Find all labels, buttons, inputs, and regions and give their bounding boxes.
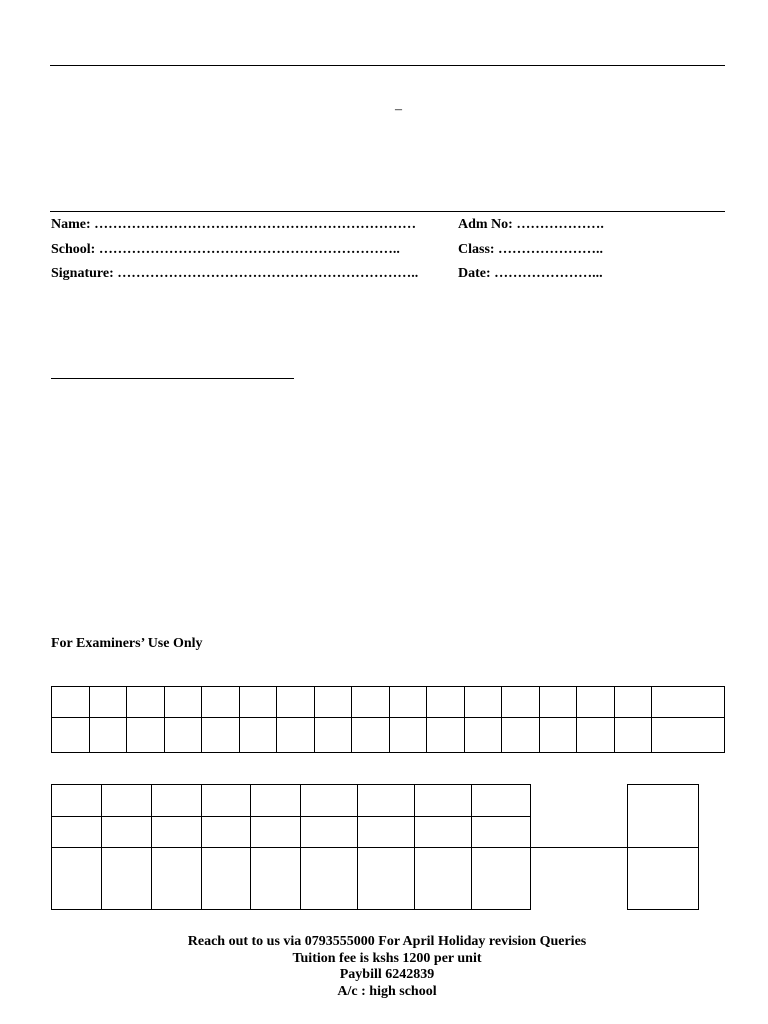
grand-total-cell[interactable] — [628, 848, 699, 910]
score-cell[interactable] — [540, 718, 577, 753]
score-cell[interactable] — [615, 718, 652, 753]
school-field[interactable]: School: ……………………………………………………….. — [51, 242, 400, 257]
score-cell[interactable] — [465, 687, 502, 718]
score-cell[interactable] — [277, 687, 315, 718]
score-cell[interactable] — [352, 687, 390, 718]
score-cell[interactable] — [251, 785, 301, 817]
score-cell[interactable] — [352, 718, 390, 753]
score-cell[interactable] — [127, 718, 165, 753]
score-cell[interactable] — [202, 817, 251, 848]
score-cell[interactable] — [152, 785, 202, 817]
total-cell[interactable] — [652, 718, 725, 753]
score-cell[interactable] — [240, 718, 277, 753]
header-dash: – — [395, 102, 402, 117]
score-cell[interactable] — [277, 718, 315, 753]
score-cell[interactable] — [165, 718, 202, 753]
examiners-score-grid-2 — [51, 784, 531, 910]
score-cell[interactable] — [415, 785, 472, 817]
table-row — [628, 785, 699, 848]
score-cell[interactable] — [52, 785, 102, 817]
score-cell[interactable] — [358, 785, 415, 817]
score-cell[interactable] — [202, 785, 251, 817]
score-cell[interactable] — [472, 817, 531, 848]
score-cell[interactable] — [127, 687, 165, 718]
score-cell[interactable] — [577, 687, 615, 718]
score-cell[interactable] — [90, 687, 127, 718]
examiners-heading: For Examiners’ Use Only — [51, 636, 203, 651]
score-cell[interactable] — [202, 687, 240, 718]
footer-line-4: A/c : high school — [337, 984, 437, 999]
score-cell[interactable] — [358, 848, 415, 910]
score-cell[interactable] — [52, 817, 102, 848]
score-cell[interactable] — [202, 718, 240, 753]
score-cell[interactable] — [152, 817, 202, 848]
score-cell[interactable] — [502, 687, 540, 718]
score-cell[interactable] — [472, 785, 531, 817]
examiners-score-grid — [51, 686, 725, 753]
score-cell[interactable] — [315, 718, 352, 753]
score-cell[interactable] — [301, 785, 358, 817]
short-rule — [51, 378, 294, 379]
score-cell[interactable] — [90, 718, 127, 753]
date-field[interactable]: Date: …………………... — [458, 266, 603, 281]
score-cell[interactable] — [52, 687, 90, 718]
score-cell[interactable] — [315, 687, 352, 718]
score-cell[interactable] — [577, 718, 615, 753]
score-cell[interactable] — [240, 687, 277, 718]
score-cell[interactable] — [415, 817, 472, 848]
score-cell[interactable] — [52, 718, 90, 753]
table-row — [52, 687, 725, 718]
score-cell[interactable] — [427, 687, 465, 718]
score-cell[interactable] — [102, 817, 152, 848]
adm-no-field[interactable]: Adm No: ………………. — [458, 217, 604, 232]
score-cell[interactable] — [301, 848, 358, 910]
score-cell[interactable] — [152, 848, 202, 910]
score-cell[interactable] — [251, 817, 301, 848]
score-cell[interactable] — [502, 718, 540, 753]
signature-field[interactable]: Signature: ……………………………………………………….. — [51, 266, 419, 281]
score-cell[interactable] — [472, 848, 531, 910]
score-cell[interactable] — [540, 687, 577, 718]
score-cell[interactable] — [465, 718, 502, 753]
score-cell[interactable] — [52, 848, 102, 910]
table-row — [52, 848, 531, 910]
score-cell[interactable] — [390, 718, 427, 753]
score-cell[interactable] — [202, 848, 251, 910]
score-cell[interactable] — [165, 687, 202, 718]
score-cell[interactable] — [251, 848, 301, 910]
connector-rule — [530, 847, 628, 848]
class-field[interactable]: Class: ………………….. — [458, 242, 604, 257]
score-cell[interactable] — [358, 817, 415, 848]
footer-line-1: Reach out to us via 0793555000 For April Holiday revision Queries — [187, 934, 587, 949]
score-cell[interactable] — [301, 817, 358, 848]
score-cell[interactable] — [390, 687, 427, 718]
table-row — [52, 718, 725, 753]
table-row — [628, 848, 699, 910]
footer-line-3: Paybill 6242839 — [339, 967, 435, 982]
fields-rule — [50, 211, 725, 212]
footer-line-2: Tuition fee is kshs 1200 per unit — [292, 951, 482, 966]
grand-total-cell[interactable] — [628, 785, 699, 848]
total-cell[interactable] — [652, 687, 725, 718]
grand-total-box — [627, 784, 699, 910]
score-cell[interactable] — [427, 718, 465, 753]
score-cell[interactable] — [415, 848, 472, 910]
score-cell[interactable] — [615, 687, 652, 718]
name-field[interactable]: Name: …………………………………………………………… — [51, 217, 417, 232]
table-row — [52, 817, 531, 848]
top-rule — [50, 65, 725, 66]
score-cell[interactable] — [102, 848, 152, 910]
score-cell[interactable] — [102, 785, 152, 817]
table-row — [52, 785, 531, 817]
